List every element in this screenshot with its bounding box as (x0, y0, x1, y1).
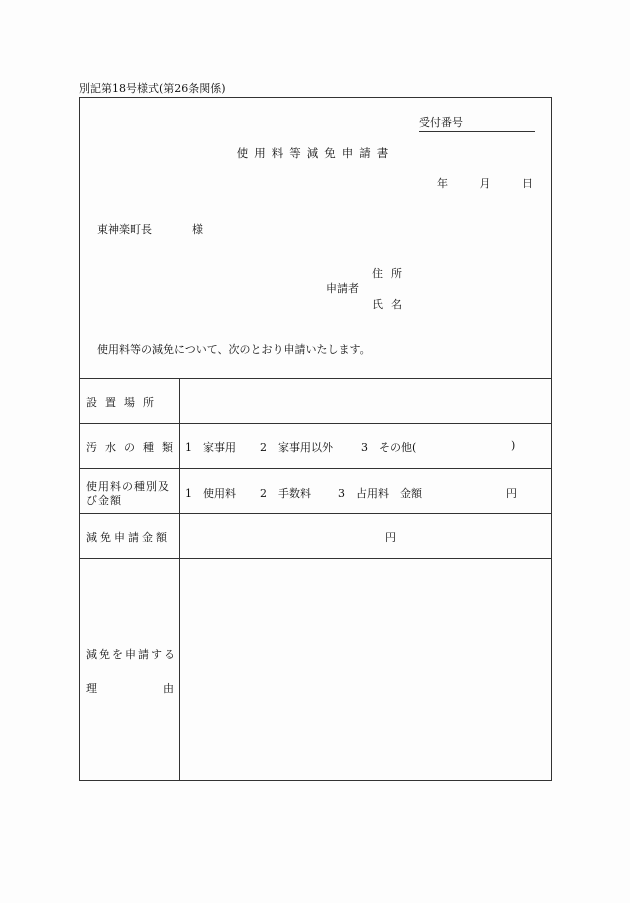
sewage-option-other[interactable]: 3 その他( (361, 441, 417, 454)
fee-type-label-line2: び金額 (86, 494, 122, 507)
fee-amount-currency: 円 (506, 487, 517, 500)
fee-option-occupancy[interactable]: 3 占用料 金額 (338, 487, 422, 500)
location-label: 設置場所 (86, 396, 162, 409)
application-form (79, 97, 552, 781)
row-divider (80, 513, 551, 514)
receipt-number-field[interactable]: 受付番号 (419, 114, 535, 132)
location-input[interactable] (184, 382, 549, 420)
addressee-honorific: 様 (192, 223, 203, 236)
applicant-address-label: 住所 (372, 267, 410, 280)
reason-input[interactable] (184, 562, 549, 777)
addressee-name: 東神楽町長 (97, 223, 152, 236)
sewage-option-nonhousehold[interactable]: 2 家事用以外 (260, 441, 333, 454)
reason-label-line2a: 理 (86, 682, 97, 695)
fee-option-handling[interactable]: 2 手数料 (260, 487, 311, 500)
row-divider (80, 468, 551, 469)
fee-type-label-line1: 使用料の種別及 (86, 480, 170, 493)
date-day: 日 (522, 177, 533, 190)
applicant-name-label: 氏名 (372, 298, 410, 311)
row-divider (80, 558, 551, 559)
addressee (97, 221, 203, 237)
form-id: 別記第18号様式(第26条関係) (79, 82, 226, 95)
applicant-label: 申請者 (326, 282, 359, 295)
date-field[interactable] (437, 175, 533, 191)
reduction-amount-currency: 円 (385, 531, 396, 544)
sewage-option-household[interactable]: 1 家事用 (185, 441, 236, 454)
form-title: 使用料等減免申請書 (236, 146, 395, 160)
sewage-option-other-close: ) (511, 439, 516, 452)
fee-option-usage[interactable]: 1 使用料 (185, 487, 236, 500)
date-month: 月 (479, 177, 491, 190)
sewage-type-label: 汚水の種類 (86, 441, 181, 454)
reduction-amount-label: 減免申請金額 (86, 531, 170, 544)
date-year: 年 (437, 177, 448, 190)
reason-label-line1: 減免を申請する (86, 648, 177, 661)
row-divider (80, 423, 551, 424)
application-statement: 使用料等の減免について、次のとおり申請いたします。 (97, 343, 371, 356)
row-divider (80, 378, 551, 379)
reason-label-line2b: 由 (163, 682, 174, 695)
